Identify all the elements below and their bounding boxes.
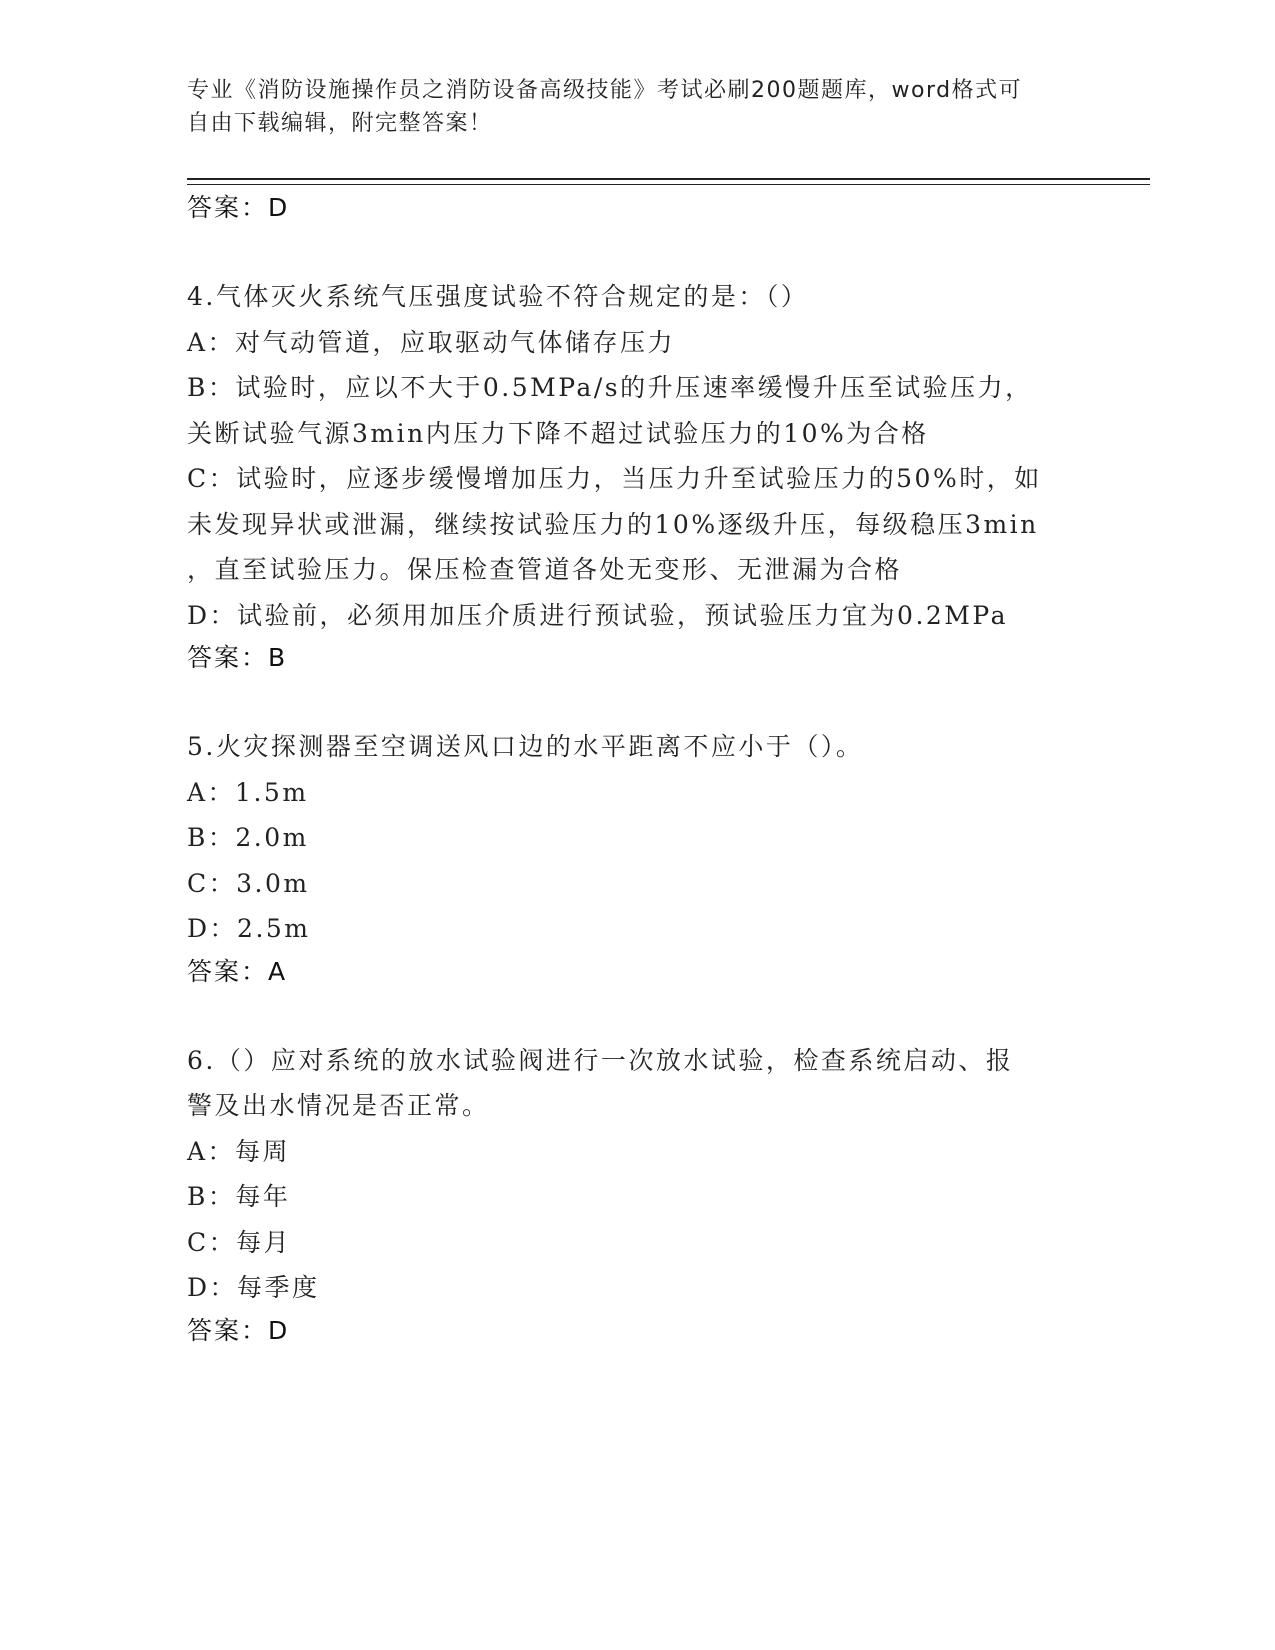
option-line: D：试验前，必须用加压介质进行预试验，预试验压力宜为0.2MPa <box>187 600 1009 630</box>
option-line: ，直至试验压力。保压检查管道各处无变形、无泄漏为合格 <box>187 555 903 584</box>
document-header <box>187 74 1067 140</box>
option-line: 未发现异状或泄漏，继续按试验压力的10%逐级升压，每级稳压3min <box>187 509 1039 539</box>
question-text: 4.气体灭火系统气压强度试验不符合规定的是：（） <box>187 282 809 311</box>
option-b <box>187 1174 1087 1220</box>
question-6 <box>187 1038 1087 1351</box>
option-c <box>187 861 1087 907</box>
option-line: A：对气动管道，应取驱动气体储存压力 <box>187 327 676 357</box>
option-line: C：试验时，应逐步缓慢增加压力，当压力升至试验压力的50%时，如 <box>187 464 1042 493</box>
option-line: A：每周 <box>187 1136 291 1166</box>
option-d <box>187 1265 1087 1311</box>
question-5 <box>187 724 1087 992</box>
question-text: 警及出水情况是否正常。 <box>187 1091 490 1120</box>
option-a <box>187 320 1087 366</box>
option-b <box>187 815 1087 861</box>
option-c <box>187 1220 1087 1266</box>
answer-line: 答案：A <box>187 956 288 986</box>
question-text: 5.火灾探测器至空调送风口边的水平距离不应小于（）。 <box>187 732 864 761</box>
option-line: B：试验时，应以不大于0.5MPa/s的升压速率缓慢升压至试验压力， <box>187 373 1033 402</box>
question-text: 6.（）应对系统的放水试验阀进行一次放水试验，检查系统启动、报 <box>187 1045 1014 1075</box>
option-line: B：2.0m <box>187 823 309 852</box>
answer-line: 答案：B <box>187 643 288 672</box>
option-line: D：每季度 <box>187 1273 320 1302</box>
header-line-1: 专业《消防设施操作员之消防设备高级技能》考试必刷200题题库，word格式可 <box>187 78 1023 103</box>
option-a <box>187 770 1087 816</box>
option-d <box>187 906 1087 952</box>
option-d <box>187 593 1087 639</box>
option-line: C：3.0m <box>187 868 310 898</box>
option-line: C：每月 <box>187 1227 292 1257</box>
option-line: B：每年 <box>187 1182 291 1211</box>
option-b <box>187 365 1087 456</box>
option-line: A：1.5m <box>187 777 309 807</box>
option-a <box>187 1129 1087 1175</box>
question-list <box>187 188 1087 1351</box>
option-line: 关断试验气源3min内压力下降不超过试验压力的10%为合格 <box>187 418 929 448</box>
header-line-2: 自由下载编辑，附完整答案！ <box>187 111 493 136</box>
option-c <box>187 456 1087 593</box>
question-4 <box>187 274 1087 678</box>
answer-line: 答案：D <box>187 1315 290 1345</box>
header-divider <box>187 178 1150 185</box>
answer-line: 答案：D <box>187 193 290 222</box>
option-line: D：2.5m <box>187 914 311 943</box>
